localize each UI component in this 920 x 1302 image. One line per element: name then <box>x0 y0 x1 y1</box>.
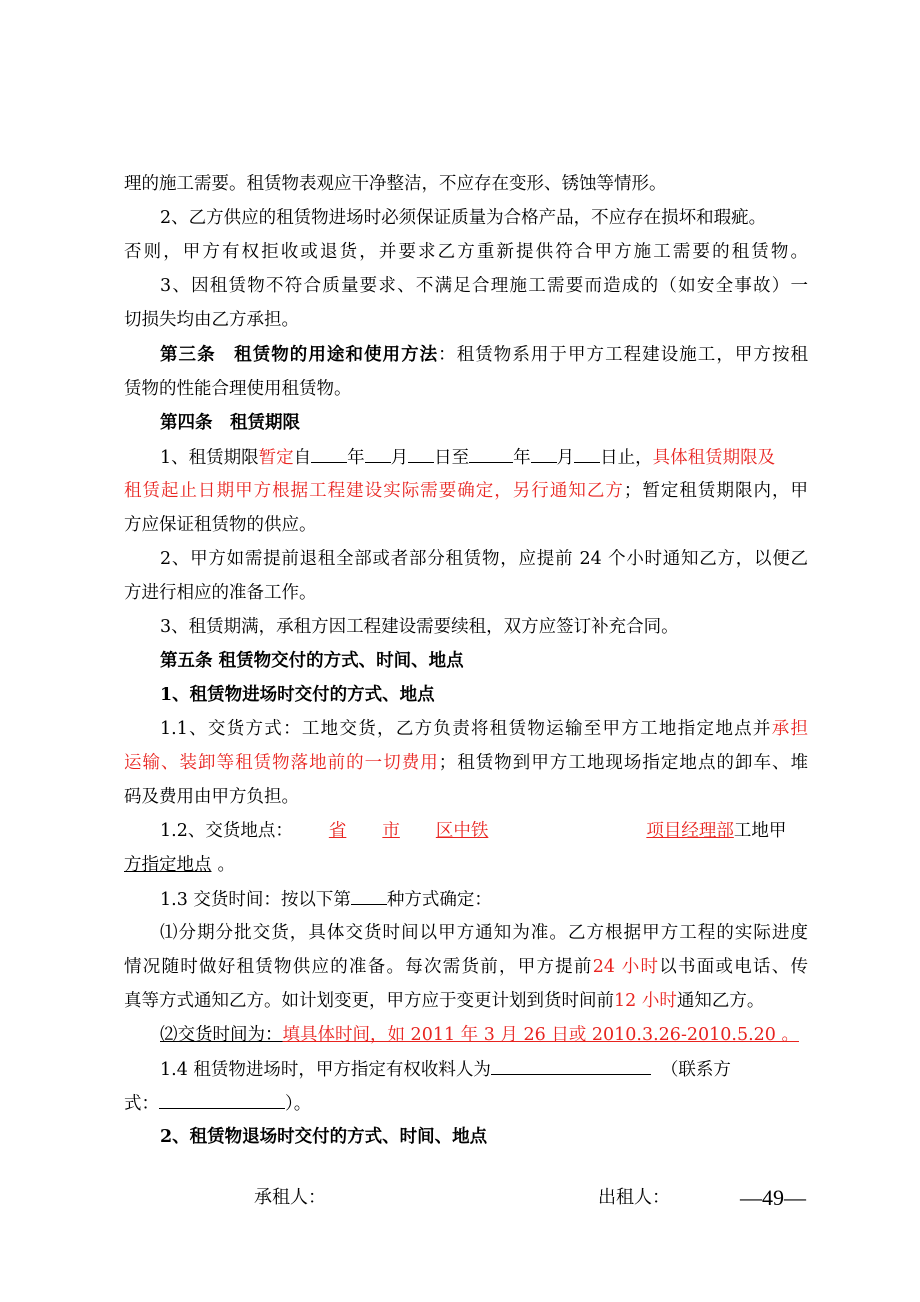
text: 情况随时做好租赁物供应的准备。每次需货前，甲方提前 <box>124 957 593 977</box>
text-line: 3、租赁期满，承租方因工程建设需要续租，双方应签订补充合同。 <box>160 617 679 637</box>
text: 1.4 租赁物进场时，甲方指定有权收料人为 <box>160 1060 491 1080</box>
clause-1-1 <box>160 712 808 746</box>
lessor-signature-label: 出租人： <box>598 1187 670 1208</box>
underlined-fill-in <box>293 821 734 841</box>
text-red: 具体租赁期限及 <box>652 448 776 468</box>
article-5-heading: 第五条 租赁物交付的方式、时间、地点 <box>160 651 464 671</box>
clause-1-4 <box>160 1052 808 1086</box>
text-line <box>124 950 808 984</box>
text: 1.3 交货时间：按以下第 <box>160 890 351 910</box>
text: （联系方 <box>660 1060 731 1080</box>
text-red: 区中铁 <box>435 821 489 841</box>
text-line: 理的施工需要。租赁物表观应干净整洁，不应存在变形、锈蚀等情形。 <box>124 174 667 194</box>
blank-field <box>574 440 600 463</box>
text-line: 3、因租赁物不符合质量要求、不满足合理施工需要而造成的（如安全事故）一 <box>160 276 808 296</box>
text-line <box>124 984 808 1018</box>
text: 式： <box>124 1094 159 1114</box>
text-line: 切损失均由乙方承担。 <box>124 310 299 330</box>
blank-field <box>311 440 347 463</box>
page-number: —49— <box>740 1185 806 1210</box>
text-red: 项目经理部 <box>646 821 734 841</box>
article-3-paragraph <box>160 338 808 372</box>
text-red: 省 <box>328 821 347 841</box>
blank-field <box>408 440 434 463</box>
text-line: 否则，甲方有权拒收或退货，并要求乙方重新提供符合甲方施工需要的租赁物。 <box>124 242 808 262</box>
text: 真等方式通知乙方。如计划变更，甲方应于变更计划到货时间前 <box>124 991 614 1011</box>
text-line: 码及费用由甲方负担。 <box>124 787 299 807</box>
blank-field <box>365 440 391 463</box>
blank-field <box>469 440 513 463</box>
text-red: 运输、装卸等租赁物落地前的一切费用 <box>124 753 439 773</box>
article-4-clause-1 <box>160 440 808 474</box>
text: 工地甲 <box>733 821 787 841</box>
text-line <box>160 1018 808 1052</box>
text: 。 <box>217 855 235 875</box>
underlined-text: ⑵交货时间为： <box>160 1025 283 1045</box>
article-4-heading: 第四条 租赁期限 <box>160 413 300 433</box>
article-5-subheading-2: 2、租赁物退场时交付的方式、时间、地点 <box>160 1127 488 1147</box>
text-line: 2、乙方供应的租赁物进场时必须保证质量为合格产品，不应存在损坏和瑕疵。 <box>160 208 767 228</box>
lessee-signature-label: 承租人： <box>254 1187 326 1208</box>
blank-field <box>351 882 387 905</box>
clause-1-2 <box>160 814 808 848</box>
text-red: 12 小时 <box>614 991 677 1011</box>
text: 1、租赁期限 <box>160 448 259 468</box>
text-line <box>124 848 808 882</box>
text-line <box>124 746 808 780</box>
text: ；租赁物到甲方工地现场指定地点的卸车、堆 <box>438 753 809 773</box>
text: 月 <box>556 448 575 468</box>
article-3-heading: 第三条 租赁物的用途和使用方法 <box>160 345 439 365</box>
text: 年 <box>513 448 531 468</box>
article-5-subheading-1: 1、租赁物进场时交付的方式、地点 <box>160 685 435 705</box>
text-red: 租赁起止日期甲方根据工程建设实际需要确定，另行通知乙方 <box>124 481 624 501</box>
text-line: 赁物的性能合理使用租赁物。 <box>124 379 352 399</box>
text: 以书面或电话、传 <box>659 957 808 977</box>
text-line <box>124 474 808 508</box>
text: 日止， <box>600 448 653 468</box>
text: ；暂定租赁期限内，甲 <box>623 481 808 501</box>
text: 月 <box>390 448 409 468</box>
text-line: 方应保证租赁物的供应。 <box>124 515 317 535</box>
text-line: 方进行相应的准备工作。 <box>124 583 317 603</box>
blank-field <box>491 1052 651 1075</box>
text: 自 <box>293 448 312 468</box>
text-line: ⑴分期分批交货，具体交货时间以甲方通知为准。乙方根据甲方工程的实际进度 <box>160 923 808 943</box>
text-red: 填具体时间，如 2011 年 3 月 26 日或 2010.3.26-2010.5.20 。 <box>282 1025 799 1045</box>
blank-field <box>159 1086 285 1109</box>
text: 通知乙方。 <box>676 991 765 1011</box>
blank-field <box>531 440 557 463</box>
text: ：租赁物系用于甲方工程建设施工，甲方按租 <box>438 345 809 365</box>
text-line: 2、甲方如需提前退租全部或者部分租赁物，应提前 24 个小时通知乙方，以便乙 <box>160 549 808 569</box>
clause-1-3 <box>160 882 808 916</box>
text: 1.2、交货地点： <box>160 821 293 841</box>
text-red: 承担 <box>771 719 808 739</box>
text: 日至 <box>434 448 470 468</box>
text-red: 市 <box>382 821 400 841</box>
underlined-text: 方指定地点 <box>124 855 212 875</box>
text: 种方式确定： <box>386 890 492 910</box>
text: 年 <box>347 448 365 468</box>
text: ）。 <box>285 1094 312 1114</box>
text-line <box>124 1086 808 1120</box>
text: 1.1、交货方式：工地交货，乙方负责将租赁物运输至甲方工地指定地点并 <box>160 719 772 739</box>
text-red: 暂定 <box>258 448 294 468</box>
text-red: 24 小时 <box>592 957 660 977</box>
